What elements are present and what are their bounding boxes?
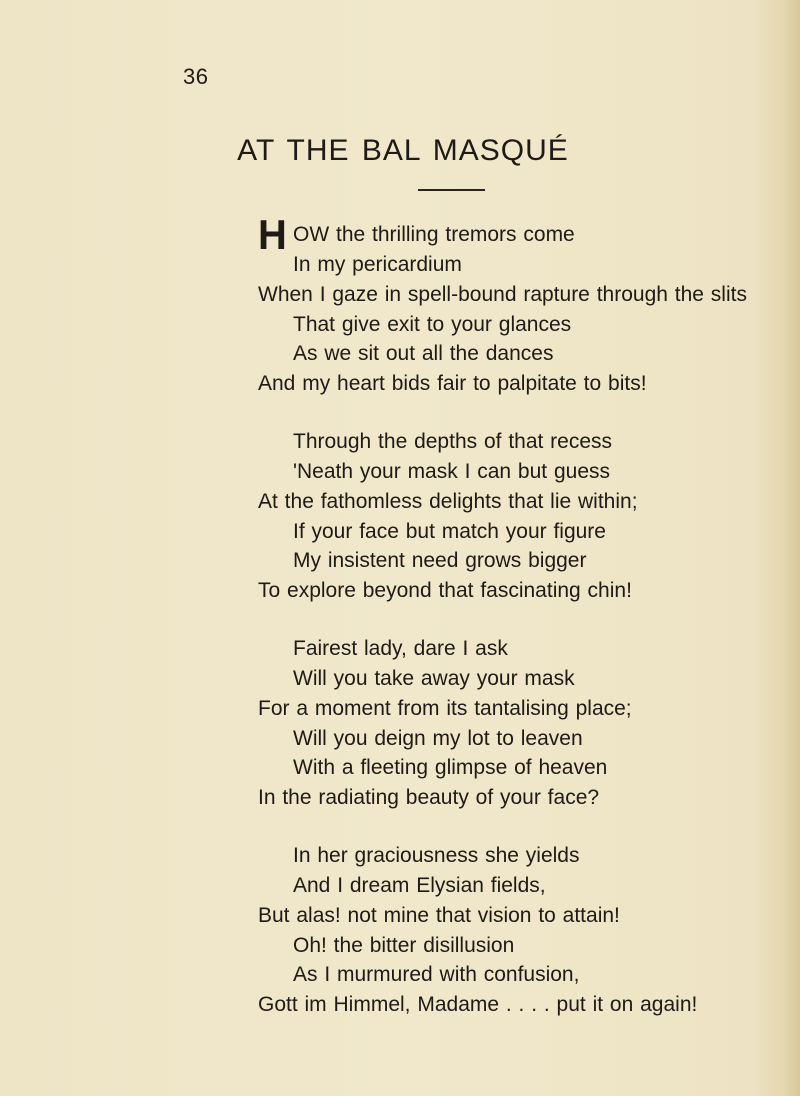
poem-title: AT THE BAL MASQUÉ bbox=[237, 134, 569, 167]
poem-line: My insistent need grows bigger bbox=[293, 549, 587, 572]
page-number: 36 bbox=[183, 64, 209, 89]
poem-line: 'Neath your mask I can but guess bbox=[293, 460, 611, 483]
poem-line: At the fathomless delights that lie within; bbox=[258, 490, 638, 513]
poem-line: And I dream Elysian fields, bbox=[293, 874, 546, 897]
poem-line: When I gaze in spell-bound rapture through the slits bbox=[258, 283, 747, 306]
poem-line: Oh! the bitter disillusion bbox=[293, 934, 515, 957]
poem-line: But alas! not mine that vision to attain! bbox=[258, 904, 620, 927]
poem-line: Will you take away your mask bbox=[293, 667, 575, 690]
poem-line: With a fleeting glimpse of heaven bbox=[293, 756, 608, 779]
title-divider bbox=[418, 189, 485, 191]
poem-line: As I murmured with confusion, bbox=[293, 963, 580, 986]
poem-line: OW the thrilling tremors come bbox=[293, 223, 575, 246]
drop-cap: H bbox=[258, 211, 287, 258]
poem-line: To explore beyond that fascinating chin! bbox=[258, 579, 632, 602]
poem-line: As we sit out all the dances bbox=[293, 342, 554, 365]
poem-line: That give exit to your glances bbox=[293, 313, 572, 336]
poem-line: In the radiating beauty of your face? bbox=[258, 786, 600, 809]
poem-line: If your face but match your figure bbox=[293, 520, 606, 543]
poem-line: Will you deign my lot to leaven bbox=[293, 727, 583, 750]
poem-line: Through the depths of that recess bbox=[293, 430, 613, 453]
poem-line: For a moment from its tantalising place; bbox=[258, 697, 632, 720]
poem-line: Fairest lady, dare I ask bbox=[293, 637, 508, 660]
poem-line: And my heart bids fair to palpitate to bits! bbox=[258, 372, 647, 395]
poem-line: In her graciousness she yields bbox=[293, 844, 580, 867]
poem-line: Gott im Himmel, Madame . . . . put it on again! bbox=[258, 993, 698, 1016]
poem-line: In my pericardium bbox=[293, 253, 462, 276]
